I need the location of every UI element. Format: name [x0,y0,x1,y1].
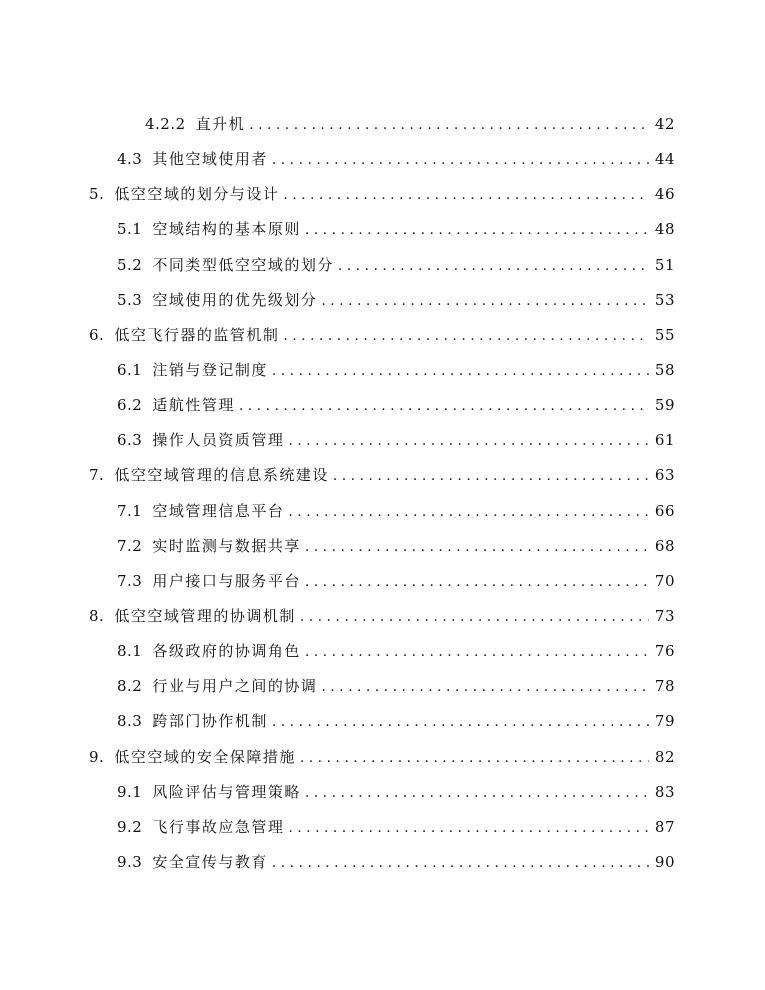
toc-entry[interactable] [0,212,765,247]
toc-entry[interactable] [0,107,765,142]
toc-entry-title: 直升机 [195,115,246,133]
toc-entry-number: 9.1 [117,782,143,801]
dot-leader [249,108,649,143]
toc-entry-number: 6.2 [117,396,143,415]
toc-entry-title: 其他空域使用者 [152,150,268,169]
dot-leader [305,213,649,248]
toc-entry[interactable] [0,458,765,493]
toc-entry-page-number: 61 [654,431,675,450]
toc-entry-page-number: 83 [654,782,675,801]
toc-entry-title: 操作人员资质管理 [152,431,285,450]
dot-leader [283,178,649,213]
toc-entry[interactable] [0,423,765,458]
toc-entry-title: 不同类型低空空域的划分 [152,255,334,274]
table-of-contents [0,107,765,880]
toc-entry-title: 低空空域管理的协调机制 [114,606,296,625]
dot-leader [288,424,649,459]
toc-entry-page-number: 73 [654,606,675,625]
toc-entry-number: 5.1 [117,220,143,239]
dot-leader [288,811,649,846]
toc-entry-title: 安全宣传与教育 [152,852,268,871]
dot-leader [305,530,649,565]
toc-entry[interactable] [0,845,765,880]
toc-entry-title: 各级政府的协调角色 [152,642,301,661]
toc-entry-page-number: 53 [654,290,675,309]
toc-entry[interactable] [0,775,765,810]
toc-entry-title: 飞行事故应急管理 [152,817,285,836]
dot-leader [283,319,649,354]
toc-entry-number: 5. [89,185,105,204]
toc-entry-title: 低空空域管理的信息系统建设 [114,466,329,485]
dot-leader [272,846,649,881]
dot-leader [272,705,649,740]
toc-entry-title: 低空飞行器的监管机制 [114,325,280,344]
toc-entry-page-number: 87 [654,817,675,836]
toc-entry-number: 7. [89,466,105,485]
toc-entry-number: 9. [89,747,105,766]
toc-entry-page-number: 48 [654,220,675,239]
toc-entry-page-number: 66 [654,501,675,520]
toc-entry-number: 7.1 [117,501,143,520]
toc-entry[interactable] [0,740,765,775]
toc-entry[interactable] [0,494,765,529]
toc-entry[interactable] [0,283,765,318]
toc-entry[interactable] [0,704,765,739]
dot-leader [239,389,649,424]
toc-entry-page-number: 79 [654,712,675,731]
toc-entry-number: 8.3 [117,712,143,731]
toc-entry-page-number: 51 [654,255,675,274]
dot-leader [305,565,649,600]
toc-entry-title: 空域管理信息平台 [152,501,285,520]
toc-entry-title: 注销与登记制度 [152,360,268,379]
toc-entry-number: 8.1 [117,642,143,661]
toc-entry-number: 6.3 [117,431,143,450]
toc-entry-title: 适航性管理 [152,396,235,415]
toc-entry-title: 空域结构的基本原则 [152,220,301,239]
toc-entry-title: 空域使用的优先级划分 [152,290,318,309]
toc-entry-page-number: 63 [654,466,675,485]
toc-entry[interactable] [0,529,765,564]
toc-entry-page-number: 68 [654,536,675,555]
toc-entry[interactable] [0,564,765,599]
dot-leader [300,741,649,776]
dot-leader [272,354,649,389]
toc-entry-number: 4.3 [117,150,143,169]
toc-entry-page-number: 42 [654,115,675,133]
toc-entry-number: 8. [89,606,105,625]
toc-entry-number: 7.2 [117,536,143,555]
dot-leader [321,284,649,319]
toc-entry-page-number: 59 [654,396,675,415]
toc-entry[interactable] [0,353,765,388]
toc-entry-title: 跨部门协作机制 [152,712,268,731]
toc-entry-title: 行业与用户之间的协调 [152,677,318,696]
toc-entry-number: 8.2 [117,677,143,696]
toc-entry-number: 9.2 [117,817,143,836]
toc-entry[interactable] [0,599,765,634]
toc-entry-number: 5.3 [117,290,143,309]
toc-entry-page-number: 46 [654,185,675,204]
toc-entry[interactable] [0,388,765,423]
toc-entry[interactable] [0,634,765,669]
dot-leader [333,459,649,494]
toc-entry-title: 实时监测与数据共享 [152,536,301,555]
toc-entry-page-number: 58 [654,360,675,379]
toc-entry-title: 低空空域的划分与设计 [114,185,280,204]
toc-entry-number: 7.3 [117,571,143,590]
toc-entry-title: 用户接口与服务平台 [152,571,301,590]
toc-entry[interactable] [0,318,765,353]
dot-leader [338,249,649,284]
toc-entry[interactable] [0,810,765,845]
toc-entry-page-number: 82 [654,747,675,766]
toc-entry[interactable] [0,142,765,177]
dot-leader [300,600,649,635]
dot-leader [305,776,649,811]
toc-entry-page-number: 44 [654,150,675,169]
dot-leader [288,495,649,530]
toc-entry[interactable] [0,177,765,212]
toc-entry-number: 9.3 [117,852,143,871]
toc-entry[interactable] [0,248,765,283]
toc-entry-number: 6. [89,325,105,344]
toc-entry-number: 4.2.2 [145,115,186,133]
toc-entry-number: 6.1 [117,360,143,379]
toc-entry-title: 低空空域的安全保障措施 [114,747,296,766]
toc-entry[interactable] [0,669,765,704]
toc-entry-page-number: 78 [654,677,675,696]
dot-leader [272,143,649,178]
toc-entry-page-number: 76 [654,642,675,661]
toc-entry-title: 风险评估与管理策略 [152,782,301,801]
toc-entry-page-number: 55 [654,325,675,344]
dot-leader [321,670,649,705]
toc-entry-number: 5.2 [117,255,143,274]
dot-leader [305,635,649,670]
toc-entry-page-number: 70 [654,571,675,590]
toc-entry-page-number: 90 [654,852,675,871]
